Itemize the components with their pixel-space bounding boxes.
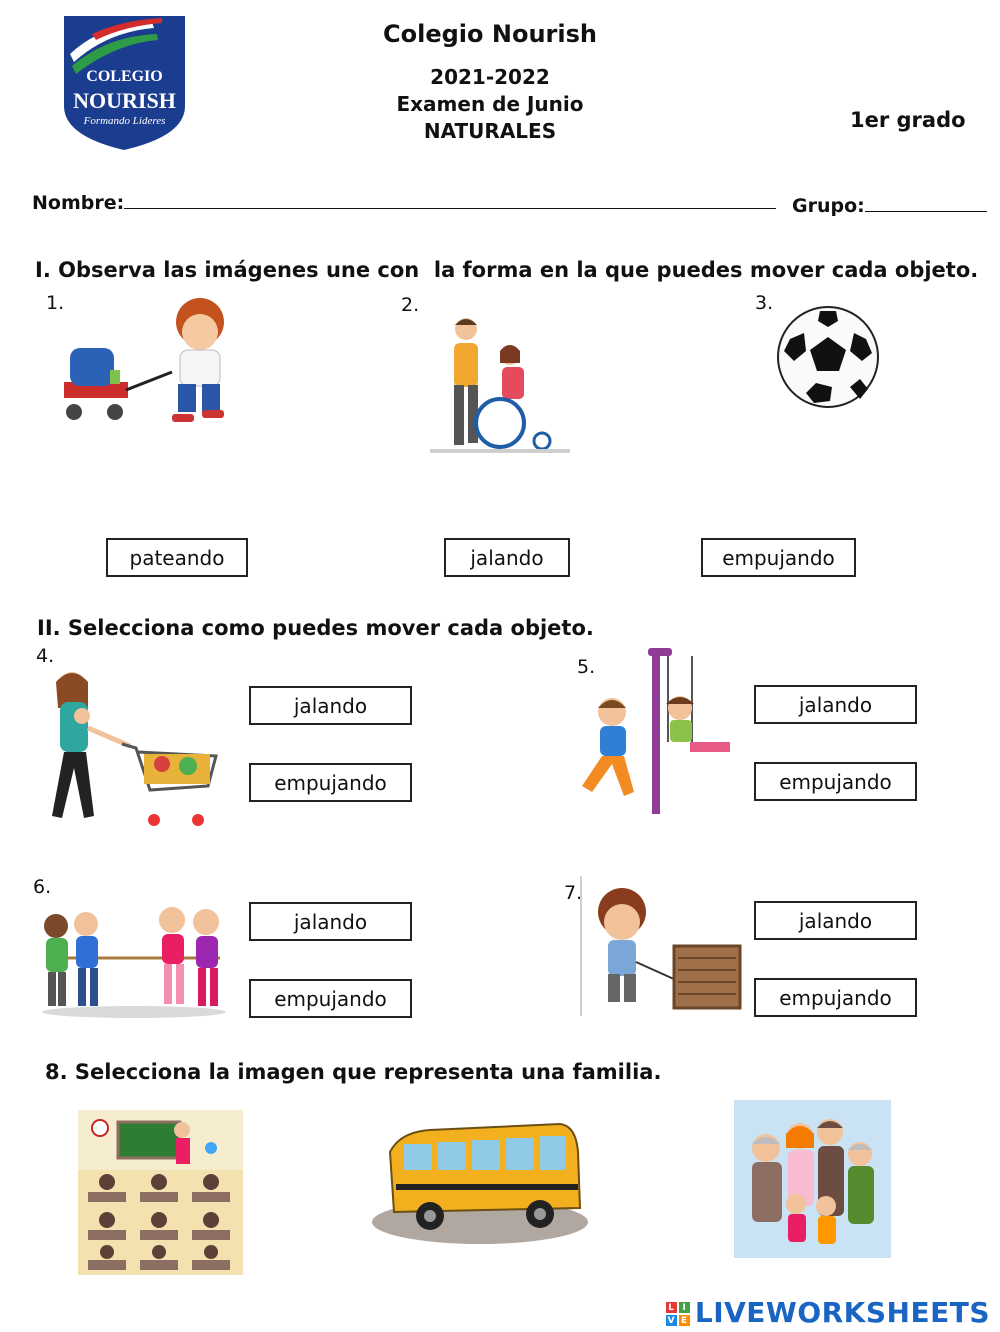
item-number: 6.: [33, 876, 52, 898]
section1-heading: I. Observa las imágenes une con la forma en la que puedes mover cada objeto.: [35, 258, 979, 282]
badge-letter: V: [667, 1316, 676, 1326]
item-number: 4.: [36, 645, 55, 667]
item-number: 5.: [577, 656, 596, 678]
swing-image: [572, 646, 738, 816]
boy-pulling-wagon-image: [60, 292, 245, 427]
liveworksheets-brand: [665, 1296, 990, 1329]
wheelchair-image: [430, 315, 570, 455]
item-number: 2.: [401, 294, 420, 316]
name-line[interactable]: [124, 190, 776, 209]
soccer-ball-image: [776, 305, 880, 409]
section2-heading: II. Selecciona como puedes mover cada objeto.: [37, 616, 594, 640]
item-number: 1.: [46, 292, 65, 314]
option-pateando[interactable]: pateando: [106, 538, 248, 577]
option-empujando[interactable]: empujando: [249, 979, 412, 1018]
shopping-cart-image: [38, 668, 220, 830]
item-number: 7.: [564, 882, 583, 904]
section3-heading: 8. Selecciona la imagen que representa una familia.: [45, 1060, 662, 1084]
name-label: Nombre:: [32, 192, 125, 214]
option-jalando[interactable]: jalando: [754, 685, 917, 724]
brand-text: LIVEWORKSHEETS: [694, 1296, 990, 1329]
option-jalando[interactable]: jalando: [249, 902, 412, 941]
brand-badge-icon: [665, 1301, 691, 1327]
option-empujando[interactable]: empujando: [249, 763, 412, 802]
badge-letter: E: [679, 1315, 690, 1326]
grade-label: 1er grado: [850, 108, 966, 132]
school-name: Colegio Nourish: [383, 20, 597, 48]
badge-letter: I: [679, 1302, 690, 1313]
option-jalando[interactable]: jalando: [754, 901, 917, 940]
option-empujando[interactable]: empujando: [754, 762, 917, 801]
name-field[interactable]: [32, 190, 776, 214]
logo-line1: COLEGIO: [86, 68, 163, 85]
classroom-image[interactable]: [78, 1110, 243, 1275]
boy-pulling-box-image: [580, 876, 746, 1016]
group-label: Grupo:: [792, 195, 865, 217]
option-empujando[interactable]: empujando: [754, 978, 917, 1017]
subject-name: NATURALES: [423, 119, 557, 143]
school-bus-image[interactable]: [370, 1112, 588, 1254]
school-logo: [62, 14, 187, 152]
school-year: 2021-2022: [430, 65, 550, 89]
option-empujando[interactable]: empujando: [701, 538, 856, 577]
family-image[interactable]: [734, 1100, 891, 1258]
option-jalando[interactable]: jalando: [444, 538, 570, 577]
item-number: 3.: [755, 292, 774, 314]
group-line[interactable]: [865, 193, 987, 212]
exam-name: Examen de Junio: [396, 92, 584, 116]
logo-tagline: Formando Lideres: [83, 115, 166, 127]
badge-letter: L: [666, 1302, 677, 1313]
option-jalando[interactable]: jalando: [249, 686, 412, 725]
group-field[interactable]: [792, 193, 987, 217]
logo-line2: NOURISH: [73, 88, 176, 113]
tug-of-war-image: [40, 900, 228, 1018]
